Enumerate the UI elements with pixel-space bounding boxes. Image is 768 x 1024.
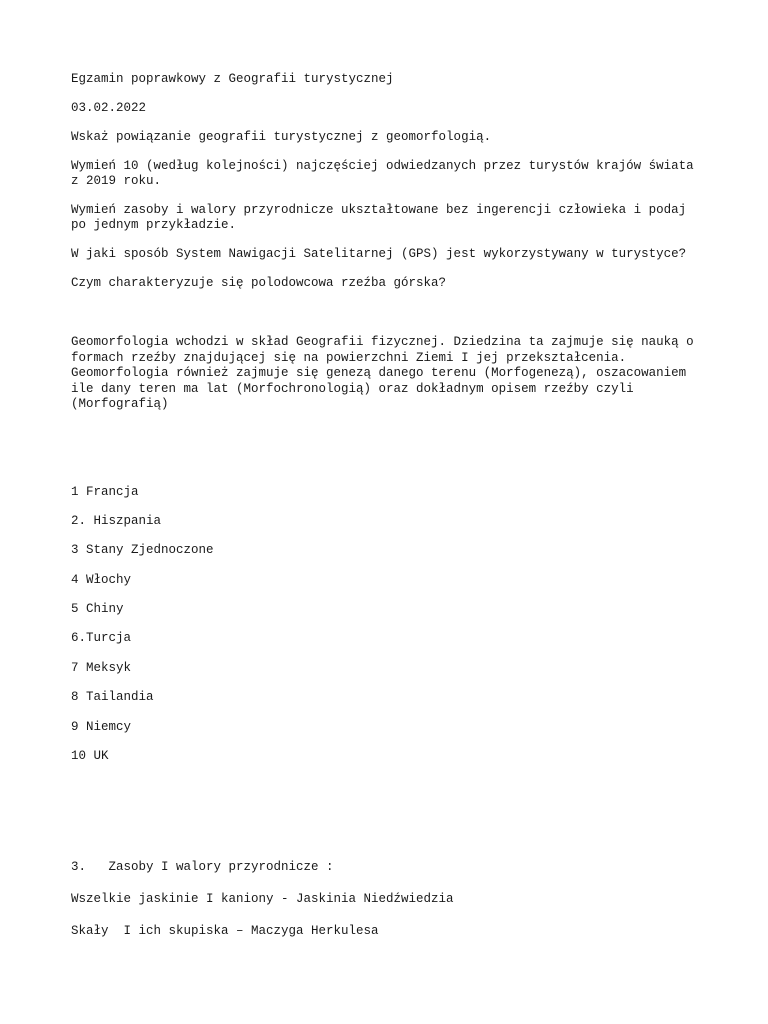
question-1: Wskaż powiązanie geografii turystycznej z geomorfologią. [71,130,492,144]
list-item: 6.Turcja [71,631,132,646]
list-item: 8 Tailandia [71,690,154,705]
list-item: 2. Hiszpania [71,513,162,528]
document-page [71,72,711,939]
list-item: 5 Chiny [71,602,124,617]
answer-geomorphology: Geomorfologia wchodzi w skład Geografii fizycznej. Dziedzina ta zajmuje się nauką o formach rzeźby znajdującej się na powierzchni Ziemi I jej przekształcenia. Geomorfologia również zajmuje się genezą danego terenu (Morfogenezą), oszacowaniem ile dany teren ma lat (Morfochronologią) oraz dokładnym opisem rzeźby czyli (Morfografią) [71,335,694,411]
document-date: 03.02.2022 [71,101,147,115]
list-item: 7 Meksyk [71,660,132,675]
list-item: 10 UK [71,749,109,764]
list-item: 9 Niemcy [71,719,132,734]
document-title: Egzamin poprawkowy z Geografii turystycznej [71,72,394,86]
countries-list [71,485,711,765]
list-item: 3 Stany Zjednoczone [71,543,214,558]
question-5: Czym charakteryzuje się polodowcowa rzeźba górska? [71,276,447,290]
question-3: Wymień zasoby i walory przyrodnicze ukształtowane bez ingerencji człowieka i podaj po jednym przykładzie. [71,203,687,232]
answer-3-heading: 3. Zasoby I walory przyrodnicze : [71,860,334,875]
answer-3-item: Wszelkie jaskinie I kaniony - Jaskinia Niedźwiedzia [71,892,454,907]
list-item: 4 Włochy [71,572,132,587]
question-4: W jaki sposób System Nawigacji Satelitarnej (GPS) jest wykorzystywany w turystyce? [71,247,687,261]
answer-3-item: Skały I ich skupiska – Maczyga Herkulesa [71,924,379,939]
list-item: 1 Francja [71,484,139,499]
question-2: Wymień 10 (według kolejności) najczęściej odwiedzanych przez turystów krajów świata z 2019 roku. [71,159,694,188]
